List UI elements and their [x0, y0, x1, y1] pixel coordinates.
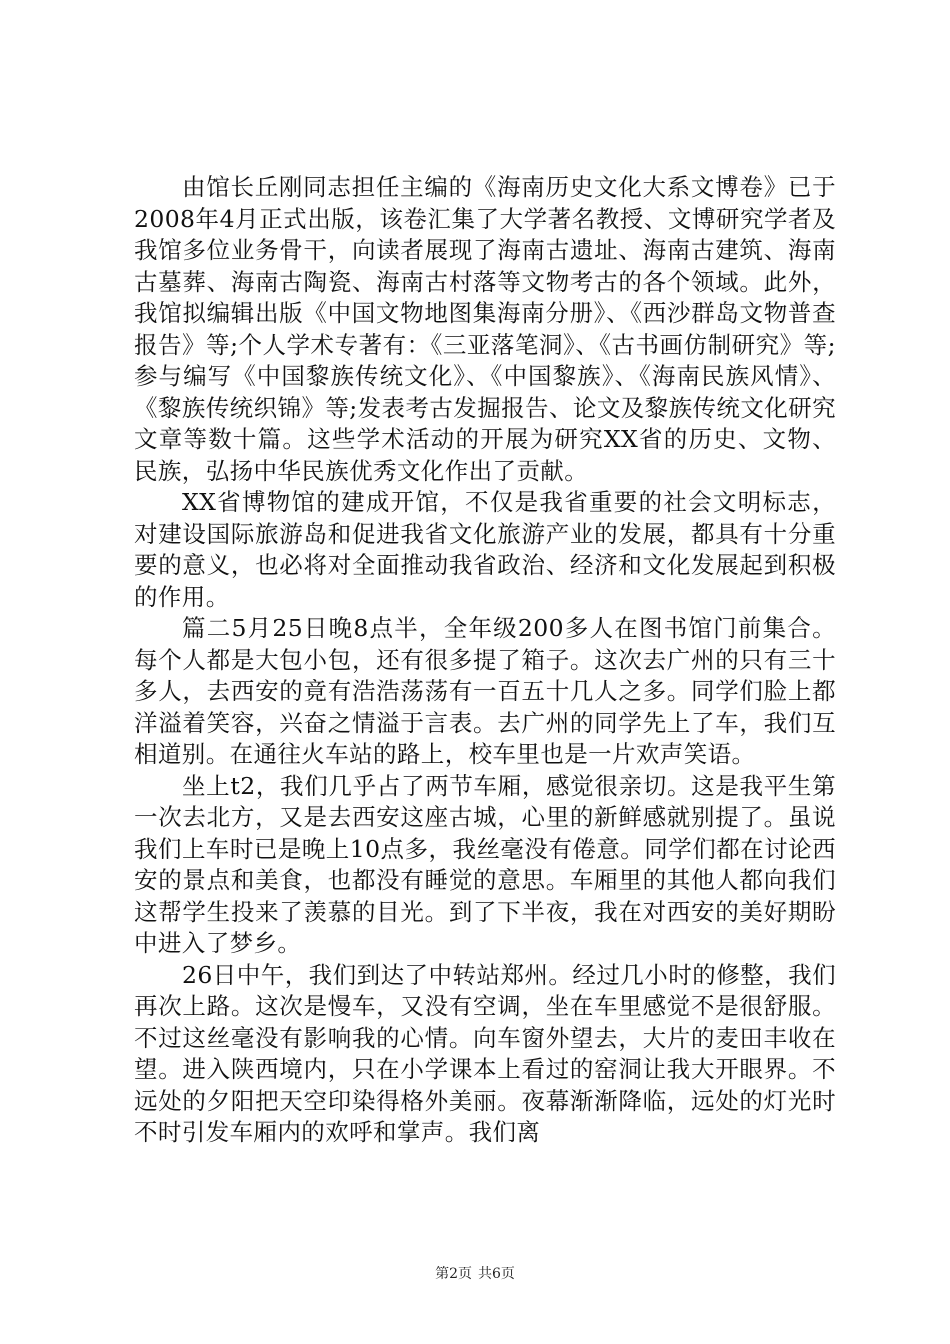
page-total: 共6页 [478, 1266, 515, 1282]
paragraph: XX省博物馆的建成开馆，不仅是我省重要的社会文明标志，对建设国际旅游岛和促进我省文化旅游产业的发展，都具有十分重要的意义，也必将对全面推动我省政治、经济和文化发展起到积极的作用。 [134, 488, 836, 611]
paragraph: 坐上t2，我们几乎占了两节车厢，感觉很亲切。这是我平生第一次去北方，又是去西安这座古城，心里的新鲜感就别提了。虽说我们上车时已是晚上10点多，我丝毫没有倦意。同学们都在讨论西安的景点和美食，也都没有睡觉的意思。车厢里的其他人都向我们这帮学生投来了羡慕的目光。到了下半夜，我在对西安的美好期盼中进入了梦乡。 [134, 771, 836, 957]
page-footer [0, 1264, 950, 1284]
paragraph: 篇二5月25日晚8点半，全年级200多人在图书馆门前集合。每个人都是大包小包，还有很多提了箱子。这次去广州的只有三十多人，去西安的竟有浩浩荡荡有一百五十几人之多。同学们脸上都洋溢着笑容，兴奋之情溢于言表。去广州的同学先上了车，我们互相道别。在通往火车站的路上，校车里也是一片欢声笑语。 [134, 614, 836, 768]
page-number: 第2页 [435, 1266, 472, 1282]
paragraph: 26日中午，我们到达了中转站郑州。经过几小时的修整，我们再次上路。这次是慢车，又没有空调，坐在车里感觉不是很舒服。不过这丝毫没有影响我的心情。向车窗外望去，大片的麦田丰收在望。进入陕西境内，只在小学课本上看过的窑洞让我大开眼界。不远处的夕阳把天空印染得格外美丽。夜幕渐渐降临，远处的灯光时不时引发车厢内的欢呼和掌声。我们离 [134, 960, 836, 1146]
paragraph: 由馆长丘刚同志担任主编的《海南历史文化大系文博卷》已于2008年4月正式出版，该卷汇集了大学著名教授、文博研究学者及我馆多位业务骨干，向读者展现了海南古遗址、海南古建筑、海南古墓葬、海南古陶瓷、海南古村落等文物考古的各个领域。此外，我馆拟编辑出版《中国文物地图集海南分册》、《西沙群岛文物普查报告》等;个人学术专著有：《三亚落笔洞》、《古书画仿制研究》等;参与编写《中国黎族传统文化》、《中国黎族》、《海南民族风情》、《黎族传统织锦》等;发表考古发掘报告、论文及黎族传统文化研究文章等数十篇。这些学术活动的开展为研究XX省的历史、文物、民族，弘扬中华民族优秀文化作出了贡献。 [134, 173, 836, 485]
document-body [134, 172, 836, 1149]
